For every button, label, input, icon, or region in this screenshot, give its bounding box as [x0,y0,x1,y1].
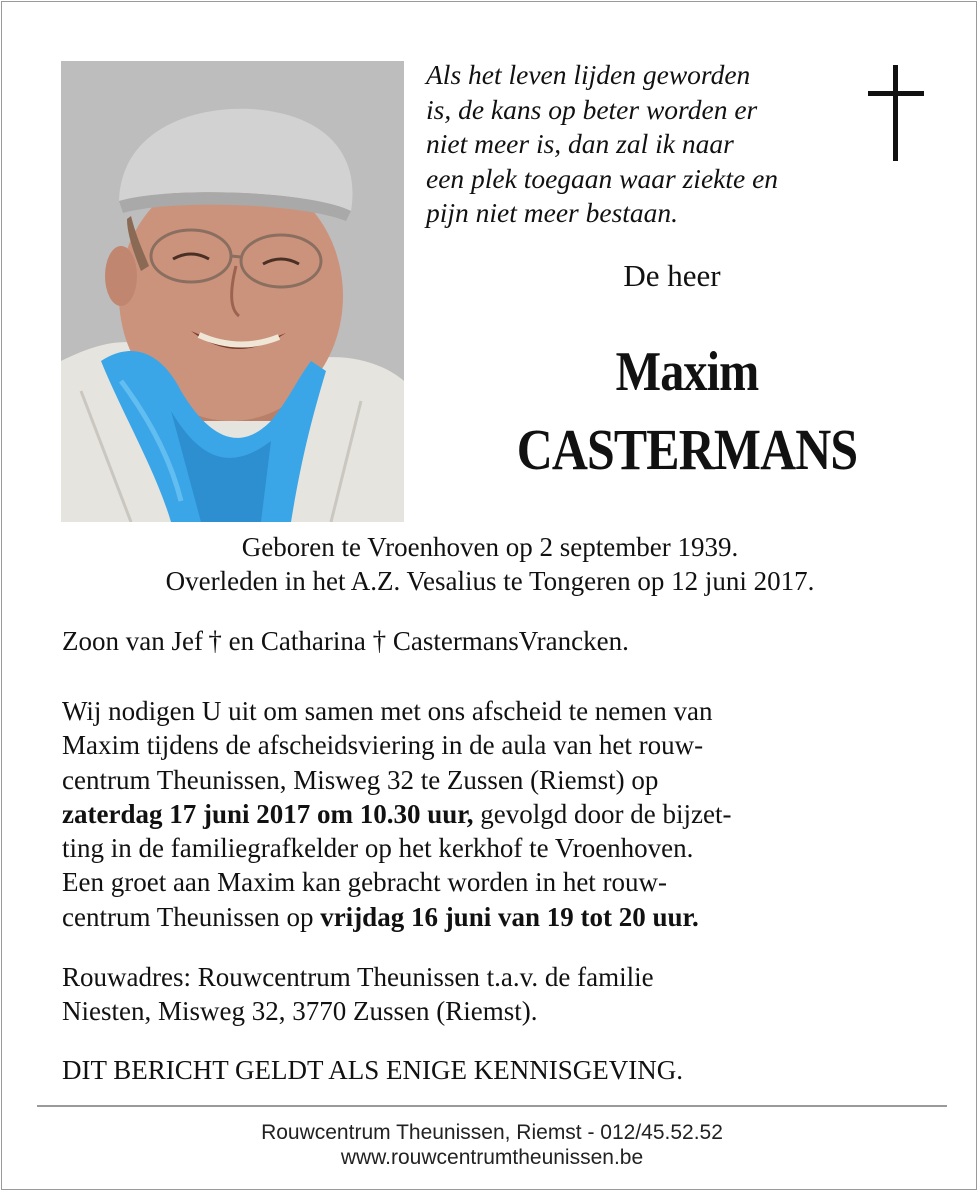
cross-glyph-icon: † [372,626,387,656]
honorific: De heer [623,258,721,293]
visitation-datetime: vrijdag 16 juni van 19 tot 20 uur. [320,901,699,932]
poem-line: een plek toegaan waar ziekte en [426,162,779,194]
parents-middle: en Catharina [221,626,373,656]
poem-line: is, de kans op beter worden er [426,93,758,125]
poem-line: niet meer is, dan zal ik naar [426,128,734,159]
birth-line: Geboren te Vroenhoven op 2 september 1939. [241,532,739,562]
invitation-paragraph [62,694,932,934]
cross-icon [868,65,924,161]
obituary-card [1,1,977,1190]
invitation-line [62,797,932,831]
footer-divider [37,1105,947,1107]
mourning-address [62,960,932,1029]
notice-line: DIT BERICHT GELDT ALS ENIGE KENNISGEVING. [62,1055,683,1085]
parents-prefix: Zoon van Jef [62,626,203,656]
life-dates [2,530,978,598]
invitation-line [62,900,932,934]
last-name: CASTERMANS [516,417,858,482]
first-name: Maxim [615,341,759,403]
funeral-home-contact: Rouwcentrum Theunissen, Riemst - 012/45.52.52 [261,1121,723,1144]
invitation-line: Wij nodigen U uit om samen met ons afscheid te nemen van [62,696,713,726]
parents-suffix: CastermansVrancken. [386,626,629,656]
address-line: Niesten, Misweg 32, 3770 Zussen (Riemst). [62,996,538,1027]
invitation-text: centrum Theunissen op [62,901,321,932]
invitation-text: gevolgd door de bijzet- [473,798,732,829]
invitation-line: centrum Theunissen, Misweg 32 te Zussen (Riemst) op [62,764,659,795]
funeral-home-website[interactable]: www.rouwcentrumtheunissen.be [340,1146,644,1169]
invitation-line: ting in de familiegrafkelder op het kerkhof te Vroenhoven. [62,833,694,864]
poem [426,58,846,231]
address-line: Rouwadres: Rouwcentrum Theunissen t.a.v. de familie [62,962,654,992]
poem-line: pijn niet meer bestaan. [426,197,679,228]
parents-line [62,624,932,658]
footer [2,1120,980,1170]
cross-glyph-icon: † [208,626,222,656]
invitation-line: Maxim tijdens de afscheidsviering in de aula van het rouw- [62,730,704,761]
poem-line: Als het leven lijden geworden [426,59,751,90]
invitation-line: Een groet aan Maxim kan gebracht worden in het rouw- [62,867,668,898]
death-line: Overleden in het A.Z. Vesalius te Tongeren op 12 juni 2017. [165,566,815,596]
portrait-photo [61,61,404,522]
ceremony-datetime: zaterdag 17 juni 2017 om 10.30 uur, [62,798,474,829]
